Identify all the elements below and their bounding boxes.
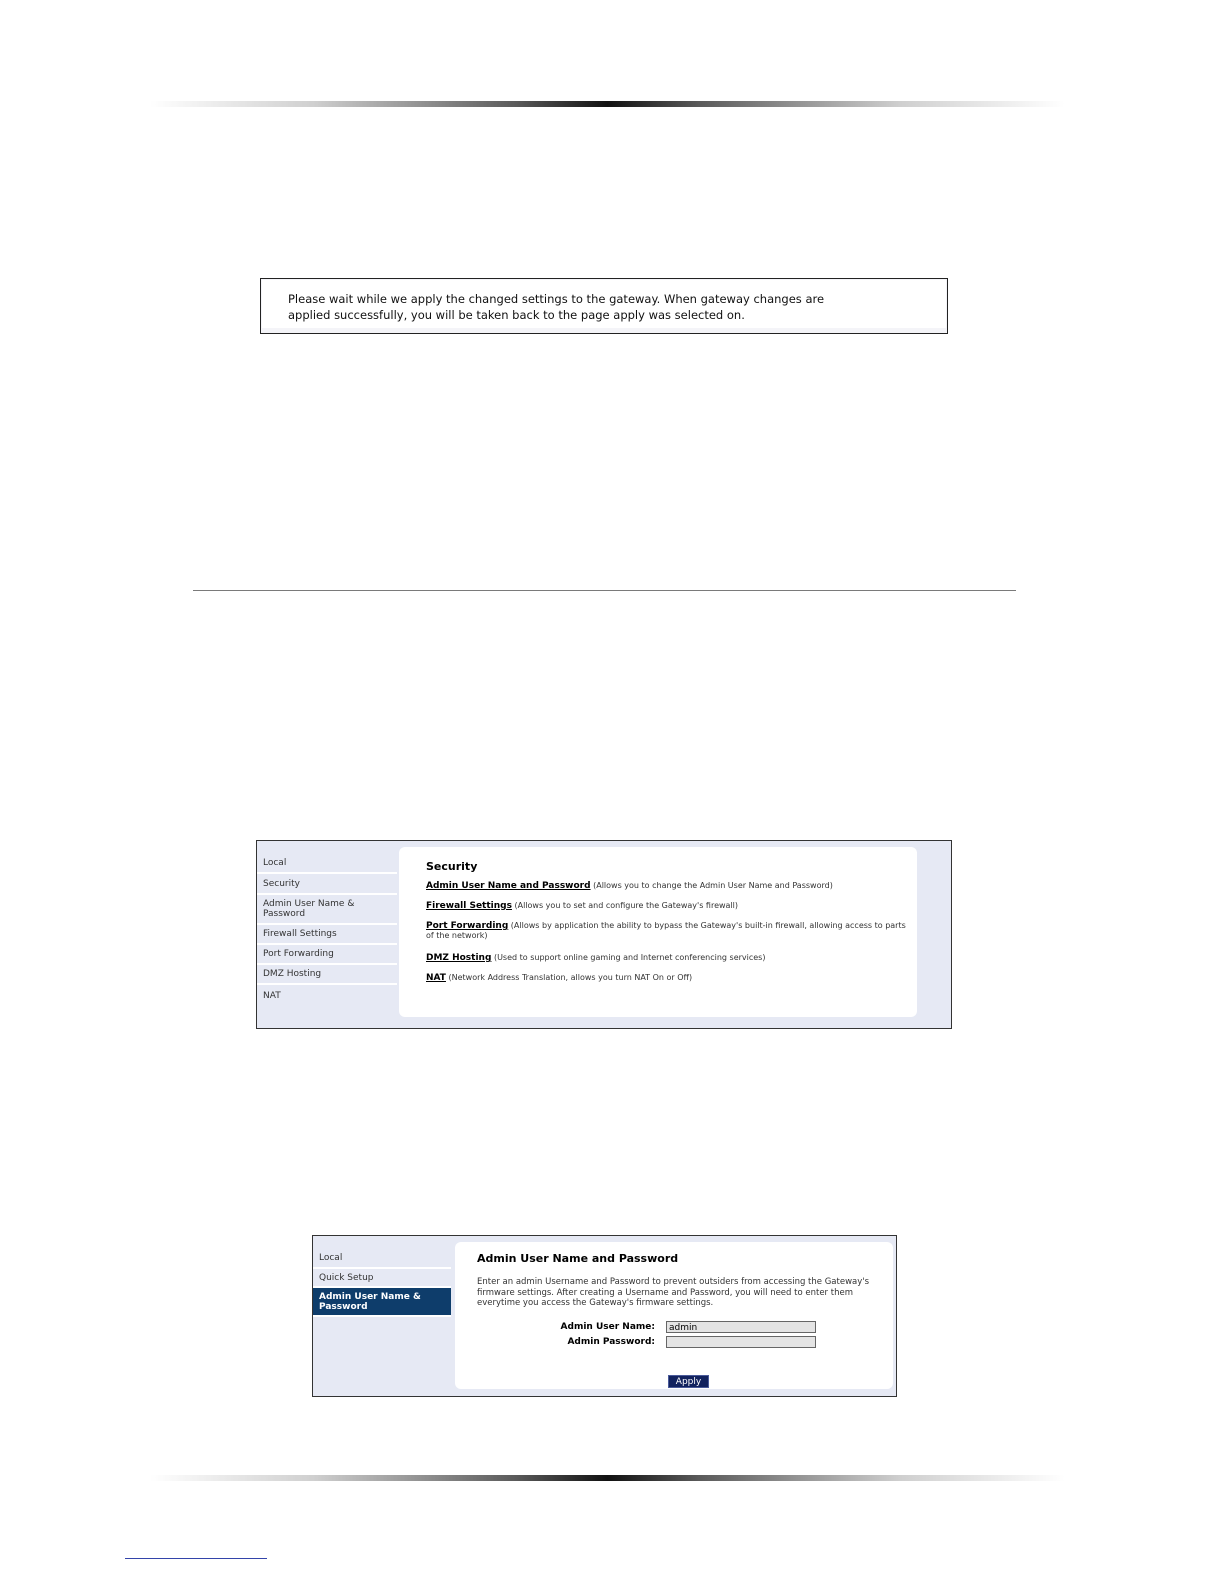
admin-user-link[interactable]: Admin User Name and Password xyxy=(426,881,591,891)
wait-message-line-1: Please wait while we apply the changed settings to the gateway. When gateway changes are xyxy=(288,292,825,306)
nat-link[interactable]: NAT xyxy=(426,973,446,983)
wait-message xyxy=(288,291,888,323)
username-label: Admin User Name: xyxy=(560,1322,655,1332)
firewall-settings-link[interactable]: Firewall Settings xyxy=(426,901,512,911)
sidebar-item-nat[interactable]: NAT xyxy=(257,985,397,1007)
security-content xyxy=(399,847,917,1017)
port-forwarding-link[interactable]: Port Forwarding xyxy=(426,921,509,931)
sidebar-item-port-forwarding[interactable]: Port Forwarding xyxy=(257,945,397,965)
apply-wait-panel xyxy=(260,278,948,334)
sidebar-nav xyxy=(313,1248,451,1317)
admin-content xyxy=(455,1242,893,1389)
password-input[interactable] xyxy=(666,1336,816,1348)
security-link-dmz: DMZ Hosting (Used to support online gaming and Internet conferencing services) xyxy=(426,953,766,963)
sidebar-item-security[interactable]: Security xyxy=(257,874,397,895)
apply-button[interactable]: Apply xyxy=(668,1375,709,1388)
header-divider xyxy=(150,101,1065,107)
security-link-firewall: Firewall Settings (Allows you to set and configure the Gateway's firewall) xyxy=(426,901,738,911)
footer-divider xyxy=(150,1475,1065,1481)
page-description: Enter an admin Username and Password to prevent outsiders from accessing the Gateway's firmware settings. After creating a Username and Password, you will need to enter them everytime you access the Gateway's firmware settings. xyxy=(477,1277,870,1308)
security-link-port-forwarding: Port Forwarding (Allows by application the ability to bypass the Gateway's built-in firewall, allowing access to parts of the network) xyxy=(426,921,906,940)
sidebar-item-admin-user[interactable]: Admin User Name & Password xyxy=(257,895,397,925)
security-link-nat: NAT (Network Address Translation, allows you turn NAT On or Off) xyxy=(426,973,693,983)
page-title: Admin User Name and Password xyxy=(477,1252,679,1265)
sidebar-item-firewall[interactable]: Firewall Settings xyxy=(257,925,397,945)
section-divider xyxy=(193,590,1016,591)
dmz-hosting-link[interactable]: DMZ Hosting xyxy=(426,953,492,963)
security-screen xyxy=(256,840,952,1029)
admin-password-screen xyxy=(312,1235,897,1397)
password-label: Admin Password: xyxy=(567,1337,655,1347)
sidebar-item-dmz[interactable]: DMZ Hosting xyxy=(257,965,397,985)
security-link-admin: Admin User Name and Password (Allows you to change the Admin User Name and Password) xyxy=(426,881,833,891)
sidebar-item-local[interactable]: Local xyxy=(313,1248,451,1269)
sidebar-item-admin-user[interactable]: Admin User Name & Password xyxy=(313,1288,451,1317)
page-title: Security xyxy=(426,860,478,873)
footer-link-underline xyxy=(125,1558,267,1559)
wait-panel-body xyxy=(262,280,946,328)
sidebar-nav xyxy=(257,853,397,1007)
username-input[interactable]: admin xyxy=(666,1321,816,1333)
sidebar-item-quick-setup[interactable]: Quick Setup xyxy=(313,1269,451,1288)
sidebar-item-local[interactable]: Local xyxy=(257,853,397,874)
wait-message-line-2: applied successfully, you will be taken back to the page apply was selected on. xyxy=(288,308,745,322)
